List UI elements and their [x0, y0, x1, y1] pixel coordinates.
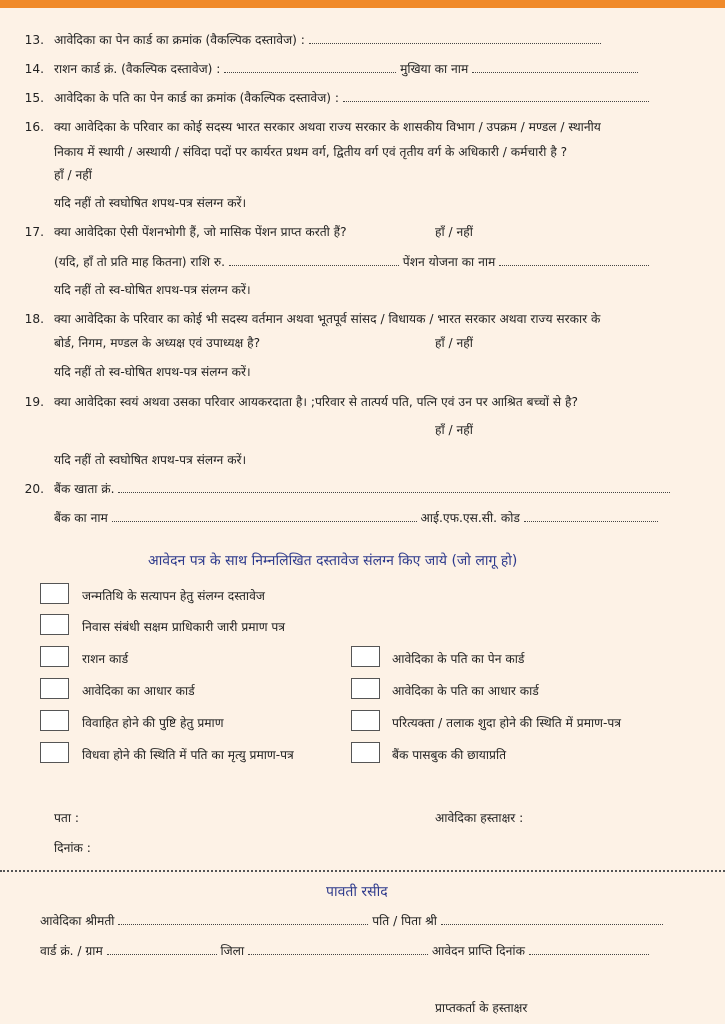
checkbox-label: आवेदिका के पति का पेन कार्ड: [392, 652, 525, 666]
date-label: दिनांक :: [54, 841, 91, 855]
affidavit-note: यदि नहीं तो स्वघोषित शपथ-पत्र संलग्न करें।: [54, 453, 247, 467]
pan-number-field[interactable]: [309, 32, 601, 44]
question-text: आवेदिका का पेन कार्ड का क्रमांक (वैकल्पिक दस्तावेज) :: [54, 33, 305, 47]
question-number: 15.: [24, 91, 44, 105]
checkbox-label: परित्यक्ता / तलाक शुदा होने की स्थिति में प्रमाण-पत्र: [392, 716, 622, 730]
ifsc-field[interactable]: [524, 510, 658, 522]
checkbox-passbook[interactable]: [351, 742, 380, 763]
receipt-district-label: जिला: [220, 944, 245, 958]
question-number: 14.: [24, 62, 44, 76]
receipt-title: पावती रसीद: [326, 884, 388, 900]
pension-scheme-field[interactable]: [499, 254, 649, 266]
receipt-district-field[interactable]: [248, 943, 428, 955]
pension-scheme-label: पेंशन योजना का नाम: [402, 255, 496, 269]
receipt-cut-line: [0, 870, 725, 872]
question-17: [14, 224, 347, 240]
yes-no-option[interactable]: हाँ / नहीं: [435, 336, 473, 350]
question-18: [14, 311, 600, 327]
checkbox-aadhaar[interactable]: [40, 678, 69, 699]
checkbox-label: विधवा होने की स्थिति में पति का मृत्यु प्रमाण-पत्र: [82, 748, 294, 762]
top-orange-bar: [0, 0, 725, 8]
yes-no-option[interactable]: हाँ / नहीं: [435, 225, 473, 239]
bank-name-field[interactable]: [112, 510, 417, 522]
question-16: [14, 119, 601, 135]
question-number: 13.: [24, 33, 44, 47]
question-text: क्या आवेदिका ऐसी पेंशनभोगी हैं, जो मासिक पेंशन प्राप्त करती हैं?: [54, 225, 347, 239]
checkbox-divorce-proof[interactable]: [351, 710, 380, 731]
yes-no-option[interactable]: हाँ / नहीं: [54, 168, 92, 182]
applicant-signature-label: आवेदिका हस्ताक्षर :: [435, 811, 524, 825]
question-number: 20.: [24, 482, 44, 496]
receipt-applicant-field[interactable]: [118, 913, 368, 925]
question-13: [14, 32, 601, 48]
question-text: क्या आवेदिका के परिवार का कोई भी सदस्य वर्तमान अथवा भूतपूर्व सांसद / विधायक / भारत सरकार अथवा राज्य सरकार के: [54, 312, 601, 326]
question-14: [14, 61, 638, 77]
receipt-ward-label: वार्ड क्रं. / ग्राम: [40, 944, 103, 958]
question-text: राशन कार्ड क्रं. (वैकल्पिक दस्तावेज) :: [54, 62, 221, 76]
bank-account-label: बैंक खाता क्रं.: [54, 482, 115, 496]
head-of-family-field[interactable]: [472, 61, 638, 73]
bank-account-field[interactable]: [118, 481, 670, 493]
ration-card-field[interactable]: [224, 61, 396, 73]
checkbox-label: आवेदिका के पति का आधार कार्ड: [392, 684, 539, 698]
question-text: क्या आवेदिका के परिवार का कोई सदस्य भारत सरकार अथवा राज्य सरकार के शासकीय विभाग / उपक्रम / मण्डल / स्थानीय: [54, 120, 601, 134]
receipt-ward-field[interactable]: [107, 943, 217, 955]
bank-name-label: बैंक का नाम: [54, 511, 108, 525]
checkbox-residence-proof[interactable]: [40, 614, 69, 635]
question-number: 16.: [24, 120, 44, 134]
pension-amount-label: (यदि, हाँ तो प्रति माह कितना) राशि रु.: [54, 255, 226, 269]
checkbox-label: निवास संबंधी सक्षम प्राधिकारी जारी प्रमाण पत्र: [82, 620, 286, 634]
question-20: [14, 481, 670, 497]
receipt-date-field[interactable]: [529, 943, 649, 955]
question-text: क्या आवेदिका स्वयं अथवा उसका परिवार आयकरदाता है। ;परिवार से तात्पर्य पति, पत्नि एवं उन पर आश्रित बच्चों से है?: [54, 395, 578, 409]
receipt-date-label: आवेदन प्राप्ति दिनांक: [431, 944, 525, 958]
pension-amount-field[interactable]: [229, 254, 399, 266]
question-number: 17.: [24, 225, 44, 239]
affidavit-note: यदि नहीं तो स्व-घोषित शपथ-पत्र संलग्न करें।: [54, 283, 251, 297]
receipt-ward-row: [40, 943, 649, 959]
checkbox-label: बैंक पासबुक की छायाप्रति: [392, 748, 507, 762]
checkbox-birth-proof[interactable]: [40, 583, 69, 604]
question-18-line2: बोर्ड, निगम, मण्डल के अध्यक्ष एवं उपाध्यक्ष है?: [54, 336, 261, 350]
receipt-husband-field[interactable]: [441, 913, 663, 925]
question-19: [14, 394, 578, 410]
pension-amount-row: [54, 254, 649, 270]
checkbox-ration-card[interactable]: [40, 646, 69, 667]
receipt-husband-label: पति / पिता श्री: [372, 914, 437, 928]
checkbox-marriage-proof[interactable]: [40, 710, 69, 731]
address-label: पता :: [54, 811, 80, 825]
checkbox-label: जन्मतिथि के सत्यापन हेतु संलग्न दस्तावेज: [82, 589, 265, 603]
question-number: 19.: [24, 395, 44, 409]
checkbox-label: विवाहित होने की पुष्टि हेतु प्रमाण: [82, 716, 224, 730]
affidavit-note: यदि नहीं तो स्वघोषित शपथ-पत्र संलग्न करें।: [54, 196, 247, 210]
checkbox-husband-aadhaar[interactable]: [351, 678, 380, 699]
checkbox-death-certificate[interactable]: [40, 742, 69, 763]
documents-heading: आवेदन पत्र के साथ निम्नलिखित दस्तावेज संलग्न किए जाये (जो लागू हो): [148, 553, 518, 569]
receiver-signature-label: प्राप्तकर्ता के हस्ताक्षर: [435, 1001, 528, 1015]
bank-row: [54, 510, 658, 526]
question-number: 18.: [24, 312, 44, 326]
husband-pan-field[interactable]: [343, 90, 649, 102]
checkbox-husband-pan[interactable]: [351, 646, 380, 667]
checkbox-label: आवेदिका का आधार कार्ड: [82, 684, 195, 698]
head-of-family-label: मुखिया का नाम: [400, 62, 469, 76]
receipt-applicant-row: [40, 913, 663, 929]
receipt-applicant-label: आवेदिका श्रीमती: [40, 914, 115, 928]
ifsc-label: आई.एफ.एस.सी. कोड: [420, 511, 520, 525]
checkbox-label: राशन कार्ड: [82, 652, 129, 666]
yes-no-option[interactable]: हाँ / नहीं: [435, 423, 473, 437]
affidavit-note: यदि नहीं तो स्व-घोषित शपथ-पत्र संलग्न करें।: [54, 365, 251, 379]
question-text: आवेदिका के पति का पेन कार्ड का क्रमांक (वैकल्पिक दस्तावेज) :: [54, 91, 339, 105]
question-15: [14, 90, 649, 106]
question-16-line2: निकाय में स्थायी / अस्थायी / संविदा पदों पर कार्यरत प्रथम वर्ग, द्वितीय वर्ग एवं तृतीय वर्ग के अधिकारी / कर्मचारी है ?: [54, 145, 568, 159]
